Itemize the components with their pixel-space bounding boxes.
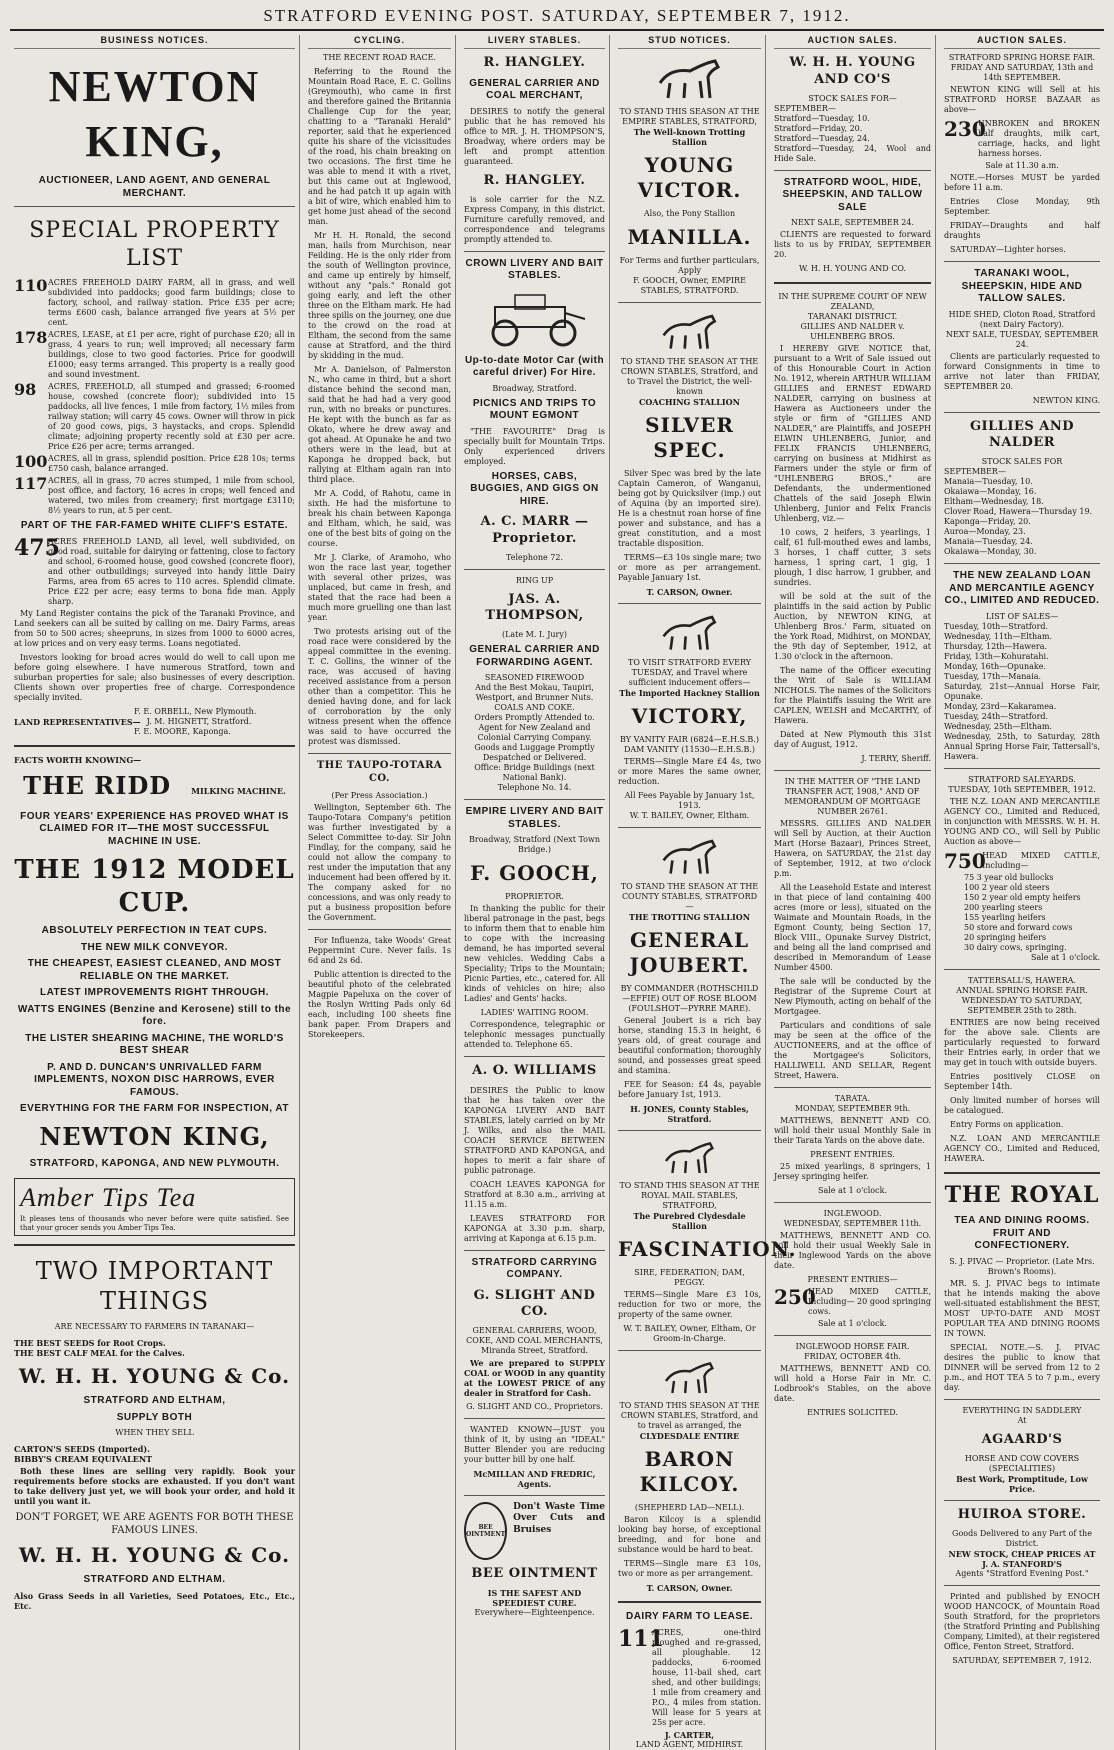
representatives: F. E. ORBELL, New Plymouth. — [134, 706, 257, 716]
listing: 98 ACRES, FREEHOLD, all stumped and grassed; 6-roomed house, cowshed (concrete floor); subdivided into 15 paddocks, all live fences, 1 mile from factory, 1½ miles from railway station; will carry 45 cows. Owner will throw in pick of 20 good cows, pigs, 3 haystacks, and crops. Splendid climate; adjoining property recently sold at £30 per acre. Price £26 per acre; terms arranged. — [14, 380, 295, 452]
column-business-notices: BUSINESS NOTICES. NEWTON KING, AUCTIONEER, LAND AGENT, AND GENERAL MERCHANT. SPECIAL PROPERTY LIST 110 ACRES FREEHOLD DAIRY FARM, all in grass, and well subdivided into paddocks; good farm buildings; close to factory, school, and railway station. Price £35 per acre; terms £600 cash, balance arranged five years at 5½ per cent. 178 ACRES, LEASE, at £1 per acre, right of purchase £20; all in grass, 4 years to run; well improved; all necessary farm buildings, close to two good factories. Price for goodwill £1000; easy terms arranged. This property is a really good and sound investment. 98 ACRES, FREEHOLD, all stumped and grassed; 6-roomed house, cowshed (concrete floor); subdivided into 15 paddocks, all live fences, 1 mile from factory, 1½ miles from railway station; will carry 45 cows. Owner will throw in pick of 20 good cows, pigs, 3 haystacks, and crops. Splendid climate; adjoining property recently sold at £30 per acre. Price £26 per acre; terms arranged. 100 ACRES, all in grass, splendid position. Price £28 10s; terms £750 cash, balance arranged. 117 ACRES, all in grass, 70 acres stumped, 1 mile from school, post office, and factory, 16 acres in crops; well fenced and watered, two miles from creamery; first mortgage £3110; 8½ years to run, at 5 per cent. PART OF THE FAR-FAMED WHITE CLIFF'S ESTATE. 475 ACRES FREEHOLD LAND, all level, well subdivided, on good road, suitable for dairying or fattening, close to factory and school, 6-roomed house, good cowshed (concrete floor), and other outbuildings; surveyed into handy little Dairy Farms, area from 65 acres to 110 acres. Splendid climate. Price £22 per acre; easy terms to bona fide man. Apply sharp. My Land Register contains the pick of the Taranaki Province, and Land seekers can all be suited by calling on me. Dairy Farms, areas from 50 to 500 acres; sheepruns, in sizes from 1000 to 6000 acres, at low prices and on very easy terms. Loans negotiated. Investors looking for broad acres would do well to call upon me before going elsewhere. I have numerous Stratford, town and suburban properties for sale; also businesses of every description. Clients shown over properties free of charge. Correspondence specially invited. F. E. ORBELL, New Plymouth. LAND REPRESENTATIVES— J. M. HIGNETT, Stratford. F. E. MOORE, Kaponga. FACTS WORTH KNOWING— THE RIDD MILKING MACHINE. FOUR YEARS' EXPERIENCE HAS PROVED WHAT IS CLAIMED FOR IT—THE MOST SUCCESSFUL MACHINE IN USE. THE 1912 MODEL CUP. ABSOLUTELY PERFECTION IN TEAT CUPS. THE NEW MILK CONVEYOR. THE CHEAPEST, EASIEST CLEANED, AND MOST RELIABLE ON THE MARKET. LATEST IMPROVEMENTS RIGHT THROUGH. WATTS ENGINES (Benzine and Kerosene) still to the fore. THE LISTER SHEARING MACHINE, THE WORLD'S BEST SHEAR P. AND D. DUNCAN'S UNRIVALLED FARM IMPLEMENTS, NOXON DISC HARROWS, EVER FAMOUS. EVERYTHING FOR THE FARM FOR INSPECTION, AT NEWTON KING, STRATFORD, KAPONGA, AND NEW PLYMOUTH. Amber Tips Tea It pleases tens of thousands who never before were quite satisfied. See that your grocer sends you Amber Tips Tea. TWO IMPORTANT THINGS ARE NECESSARY TO FARMERS IN TARANAKI— THE BEST SEEDS for Root Crops. THE BEST CALF MEAL for the Calves. W. H. H. YOUNG & Co. STRATFORD AND ELTHAM, SUPPLY BOTH WHEN THEY SELL CARTON'S SEEDS (Imported). BIBBY'S CREAM EQUIVALENT Both these lines are selling very rapidly. Book your requirements before stocks are exhausted. If you don't want to take delivery just yet, we will book your order, and hold it until you want it. DON'T FORGET, WE ARE AGENTS FOR BOTH THESE FAMOUS LINES. W. H. H. YOUNG & Co. STRATFORD AND ELTHAM. Also Grass Seeds in all Varieties, Seed Potatoes, Etc., Etc., Etc. — [10, 35, 300, 1750]
crown-stables-heading: CROWN LIVERY AND BAIT STABLES. — [465, 257, 604, 282]
article-paragraph: Mr A. Danielson, of Palmerston N., who came in third, but a short distance behind the second man, said that he had had a very good run, with no breaks or punctures. He kept with the bunch as far as Okato, where he drew away and got ahead. At Opunake he and two others were in the lead, but at Kaponga he dropped back, but rallying at Eltham again ran into third place. — [308, 365, 451, 485]
baron-kilcoy-title: BARON KILCOY. — [639, 1447, 740, 1497]
bee-ointment-title: BEE OINTMENT — [471, 1566, 598, 1581]
horse-icon — [650, 1357, 730, 1397]
four-years-text: FOUR YEARS' EXPERIENCE HAS PROVED WHAT IS CLAIMED FOR IT—THE MOST SUCCESSFUL MACHINE IN USE. — [20, 810, 289, 847]
white-cliffs-heading: PART OF THE FAR-FAMED WHITE CLIFF'S ESTATE. — [20, 520, 289, 532]
column-livery-stables: LIVERY STABLES. R. HANGLEY. GENERAL CARRIER AND COAL MERCHANT, DESIRES to notify the general public that he has removed his office to MR. J. H. THOMPSON'S, Broadway, where orders may be left and prompt attention guaranteed. R. HANGLEY. is sole carrier for the N.Z. Express Company, in this district. Furniture carefully removed, and correspondence and telegrams promptly attended to. CROWN LIVERY AND BAIT STABLES. Up-to-date Motor Car (with careful driver) For Hire. Broadway, Stratford. PICNICS AND TRIPS TO MOUNT EGMONT "THE FAVOURITE" Drag is specially built for Mountain Trips. Only experienced drivers employed. HORSES, CABS, BUGGIES, AND GIGS ON HIRE. A. C. MARR — Proprietor. Telephone 72. RING UP JAS. A. THOMPSON, (Late M. I. Jury) GENERAL CARRIER AND FORWARDING AGENT. SEASONED FIREWOOD And the Best Mokau, Taupiri, Westport, and Brunner Nuts. COALS AND COKE. Orders Promptly Attended to. Agent for New Zealand and Colonial Carrying Company. Goods and Luggage Promptly Despatched or Delivered. Office: Bridge Buildings (next National Bank). Telephone No. 14. EMPIRE LIVERY AND BAIT STABLES. Broadway, Stratford (Next Town Bridge.) F. GOOCH, PROPRIETOR. In thanking the public for their liberal patronage in the past, begs to inform them that to enable him to cope with the increasing demand, he has imported several new vehicles. Wedding Cabs a Speciality; Trips to the Mountain; Picnic Parties, etc., catered for. All kinds of vehicles on hire; also Ladies' and Gents' hacks. LADIES' WAITING ROOM. Correspondence, telegraphic or telephonic messages punctually attended to. Telephone 65. A. O. WILLIAMS DESIRES the Public to know that he has taken over the KAPONGA LIVERY AND BAIT STABLES, lately carried on by Mr J. Wilks, and also the MAIL COACH SERVICE BETWEEN STRATFORD AND KAPONGA, and hopes to merit a fair share of public patronage. COACH LEAVES KAPONGA for Stratford at 8.30 a.m., arriving at 11.15 a.m. LEAVES STRATFORD FOR KAPONGA at 3.30 p.m. sharp, arriving at Kaponga at 6.15 p.m. STRATFORD CARRYING COMPANY. G. SLIGHT AND CO. GENERAL CARRIERS, WOOD, COKE, AND COAL MERCHANTS, Miranda Street, Stratford. We are prepared to SUPPLY COAL or WOOD in any quantity at the LOWEST PRICE of any dealer in Stratford for Cash. G. SLIGHT AND CO., Proprietors. WANTED KNOWN—JUST you think of it, by using an "IDEAL" Butter Blender you are reducing your butter bill by one half. McMILLAN AND FREDRIC, Agents. BEE OINTMENT Don't Waste Time Over Cuts and Bruises BEE OINTMENT IS THE SAFEST AND SPEEDIEST CURE. Everywhere—Eighteenpence. — [460, 35, 610, 1750]
column-stud-notices: STUD NOTICES. TO STAND THIS SEASON AT THE EMPIRE STABLES, STRATFORD, The Well-known Trotting Stallion YOUNG VICTOR. Also, the Pony Stallion MANILLA. For Terms and further particulars, Apply F. GOOCH, Owner, EMPIRE STABLES, STRATFORD. TO STAND THE SEASON AT THE CROWN STABLES, Stratford, and to Travel the District, the well-known COACHING STALLION SILVER SPEC. Silver Spec was bred by the late Captain Cameron, of Wanganui, being got by Quicksilver (imp.) out of Aquina (by an imported sire). He is a chestnut roan horse of fine power and substance, and has a great constitution, and a most tractable disposition. TERMS—£3 10s single mare; two or more as per arrangement. Payable January 1st. T. CARSON, Owner. TO VISIT STRATFORD EVERY TUESDAY, and Travel where sufficient inducement offers— The Imported Hackney Stallion VICTORY, BY VANITY FAIR (6824—E.H.S.B.) DAM VANITY (11530—E.H.S.B.) TERMS—Single Mare £4 4s, two or more Mares the same owner, reduction. All Fees Payable by January 1st, 1913. W. T. BAILEY, Owner, Eltham. TO STAND THE SEASON AT THE COUNTY STABLES, STRATFORD— THE TROTTING STALLION GENERAL JOUBERT. BY COMMANDER (ROTHSCHILD—EFFIE) OUT OF ROSE BLOOM (FOULSHOT—PYRRE MARE). General Joubert is a rich bay horse, standing 15.3 in height, 6 years old, of great courage and beautiful conformation; thoroughly sound, and possesses great speed and stamina. FEE for Season: £4 4s, payable before January 1st, 1913. H. JONES, County Stables, Stratford. TO STAND THIS SEASON AT THE ROYAL MAIL STABLES, STRATFORD, The Purebred Clydesdale Stallion FASCINATION. SIRE, FEDERATION; DAM, PEGGY. TERMS—Single Mare £3 10s, reduction for two or more, the property of the same owner. W. T. BAILEY, Owner, Eltham, Or Groom-in-Charge. TO STAND THIS SEASON AT THE CROWN STABLES, Stratford, and to travel as arranged, the CLYDESDALE ENTIRE BARON KILCOY. (SHEPHERD LAD—NELL). Baron Kilcoy is a splendid looking bay horse, of exceptional breeding, and for bone and substance would be hard to beat. TERMS—Single mare £3 10s, two or more as per arrangement. T. CARSON, Owner. DAIRY FARM TO LEASE. 111 ACRES, one-third ploughed and re-grassed, all ploughable. 12 paddocks, 6-roomed house, 11-bail shed, cart shed, and other buildings; 1 mile from creamery and P.O., 4 miles from station. Will lease for 5 years at 25s per acre. J. CARTER, LAND AGENT, MIDHIRST. — [614, 35, 766, 1750]
manilla-title: MANILLA. — [627, 225, 752, 250]
horse-icon — [650, 1137, 730, 1177]
horse-icon — [650, 309, 730, 353]
victory-title: VICTORY, — [631, 704, 748, 729]
article-paragraph: Mr H. H. Ronald, the second man, hails from Murchison, near Feilding. He is the only rider from the south of Wellington province, and came up entirely by himself, without any "pals." Ronald got going early, and left the other three on the Eltham mark. He had three spills on the journey, one due to the crowd on the road at Eltham, the second from the same cause at Stratford, and the third by skidding in the mud. — [308, 231, 451, 361]
column-auction-sales-1: AUCTION SALES. W. H. H. YOUNG AND CO'S STOCK SALES FOR— SEPTEMBER— Stratford—Tuesday, 10. Stratford—Friday, 20. Stratford—Tuesday, 24. Stratford—Tuesday, 24, Wool and Hide Sale. STRATFORD WOOL, HIDE, SHEEPSKIN, AND TALLOW SALE NEXT SALE, SEPTEMBER 24. CLIENTS are requested to forward lists to us by FRIDAY, SEPTEMBER 20. W. H. H. YOUNG AND CO. IN THE SUPREME COURT OF NEW ZEALAND, TARANAKI DISTRICT. GILLIES AND NALDER v. UHLENBERG BROS. I HEREBY GIVE NOTICE that, pursuant to a Writ of Sale issued out of this Honourable Court in Action No. 1912, wherein ARTHUR WILLIAM GILLIES and ERNEST EDWARD NALDER, carrying on business at Hawera as Auctioneers under the style or firm of "GILLIES AND NALDER," are Plaintiffs, and JOSEPH ELWIN UHLENBERG, Junior, and FELIX FRANCIS UHLENBERG, carrying on business at Midhirst as Farmers under the style or firm of "UHLENBERG BROS.," are Defendants, the undermentioned Chattels of the said Joseph Elwin Uhlenberg, Junior and Felix Francis Uhlenberg, viz.— 10 cows, 2 heifers, 3 yearlings, 1 calf, 61 full-mouthed ewes and lambs, 3 horses, 1 chaff cutter, 3 sets harness, 1 spring cart, 1 gig, 1 plough, 1 disc harrow, 1 grubber, and sundries. will be sold at the suit of the plaintiffs in the said action by Public Auction, by NEWTON KING, at Uhlenberg Bros.' Farm, situated on the York Road, Midhirst, on MONDAY, the 9th day of September, 1912, at 1.30 o'clock in the afternoon. The name of the Officer executing the Writ of Sale is WILLIAM NICHOLS. The names of the Solicitors for the Plaintiffs issuing the Writ are CAPLEN, WELSH and McCARTHY, of Hawera. Dated at New Plymouth this 31st day of August, 1912. J. TERRY, Sheriff. IN THE MATTER OF "THE LAND TRANSFER ACT, 1908," AND OF MEMORANDUM OF MORTGAGE NUMBER 26761. MESSRS. GILLIES AND NALDER will Sell by Auction, at their Auction Mart (Horse Bazaar), Princes Street, Hawera, on SATURDAY, the 21st day of September, 1912, at two o'clock p.m. All the Leasehold Estate and interest in that piece of land containing 400 acres (more or less), situated on the Waimate and Mountain Roads, in the Egmont County, being Section 17, Block VIII., Opunake Survey District, and being all the land comprised and described in Memorandum of Lease Number 4500. The sale will be conducted by the Registrar of the Supreme Court at New Plymouth, acting on behalf of the Mortgagee. Particulars and conditions of sale may be seen at the office of the AUCTIONEERS, and at the office of the Mortgagee's Solicitors, HALLIWELL AND SELLAR, Regent Street, Hawera. TARATA. MONDAY, SEPTEMBER 9th. MATTHEWS, BENNETT AND CO. will hold their usual Monthly Sale in their Tarata Yards on the above date. PRESENT ENTRIES. 25 mixed yearlings, 8 springers, 1 Jersey springing heifer. Sale at 1 o'clock. INGLEWOOD. WEDNESDAY, SEPTEMBER 11th. MATTHEWS, BENNETT AND CO. will hold their usual Weekly Sale in their Inglewood Yards on the above date. PRESENT ENTRIES— 250 HEAD MIXED CATTLE, Including— 20 good springing cows. Sale at 1 o'clock. INGLEWOOD HORSE FAIR. FRIDAY, OCTOBER 4th. MATTHEWS, BENNETT AND CO. will hold a Horse Fair in Mr. C. Lodbrook's Stables, on the above date. ENTRIES SOLICITED. — [770, 35, 936, 1750]
two-things-title: TWO IMPORTANT THINGS — [35, 1257, 274, 1316]
young-co-footer: W. H. H. YOUNG & Co. — [18, 1543, 291, 1568]
newton-king-title: NEWTON KING, — [48, 62, 261, 167]
listing: 100 ACRES, all in grass, splendid position. Price £28 10s; terms £750 cash, balance arranged. — [14, 452, 295, 474]
newton-king-footer: NEWTON KING, — [39, 1121, 270, 1151]
general-joubert-title: GENERAL JOUBERT. — [629, 928, 750, 978]
listing: 178 ACRES, LEASE, at £1 per acre, right of purchase £20; all in grass, 4 years to run; well improved; all necessary farm buildings, close to two good factories. Price for goodwill £1000; easy terms arranged. This property is a really good and sound investment. — [14, 328, 295, 380]
bee-ointment-logo: BEE OINTMENT — [464, 1502, 507, 1560]
young-co-title: W. H. H. YOUNG & Co. — [18, 1364, 291, 1389]
model-cup-title: THE 1912 MODEL CUP. — [14, 855, 295, 918]
horse-icon — [650, 53, 730, 103]
taupo-heading: THE TAUPO-TOTARA CO. — [316, 760, 443, 784]
reps-label: LAND REPRESENTATIVES— — [14, 716, 141, 727]
masthead: STRATFORD EVENING POST. SATURDAY, SEPTEMBER 7, 1912. — [10, 6, 1104, 31]
column-cycling: CYCLING. THE RECENT ROAD RACE. Referring to the Round the Mountain Road Race, E. C. Gollins (Greymouth), who came in first and therefore gained the Britannia Challenge Cup for the year, chatting to a "Taranaki Herald" reporter, said that he experienced quite his share of the vicissitudes of the road, his chain breaking on two occasions. The first time he was able to mend it with a rivet, but this came out at Inglewood, and he had patch it up again with a bit of wire, which enabled him to get home just ahead of the second man. Mr H. H. Ronald, the second man, hails from Murchison, near Feilding. He is the only rider from the south of Wellington province, and came up entirely by himself, without any "pals." Ronald got going early, and left the other three on the Eltham mark. He had three spills on the journey, one due to the crowd on the road at Eltham, the second from the same cause at Stratford, and the third by skidding in the mud. Mr A. Danielson, of Palmerston N., who came in third, but a short distance behind the second man, said that he had had a very good run, with no breaks or punctures. He kept with the bunch as far as Okato, where he drew away and got ahead. At Opunake he and two others were in the lead, but at Kaponga he dropped back, but rallying at Eltham again ran into third place. Mr A. Codd, of Rahotu, came in sixth. He had the misfortune to break his chain between Kaponga and Eltham, which, he said, was one of the best bits of going on the course. Mr J. Clarke, of Aramoho, who won the race last year, together with several other prizes, was unplaced, but came in fresh, and stated that the race had been a much more gruelling one than last year. Two protests arising out of the road race were considered by the appeal committee in the evening. T. C. Gollins, the winner of the race, was accused of having received assistance from a person other than a competitor. This he denied having done, and for lack of corroboration by the only witness present when the offence was said to have occurred the protest was dismissed. THE TAUPO-TOTARA CO. (Per Press Association.) Wellington, September 6th. The Taupo-Totara Company's petition was further investigated by a Select Committee to-day. Sir John Findlay, for the company, said he could not allow the company to rest under the imputation that any inducement had been offered by it. The company asked for no concessions, and was only ready to put a business proposition before the Government. For Influenza, take Woods' Great Peppermint Cure. Never fails. 1s 6d and 2s 6d. Public attention is directed to the beautiful photo of the celebrated Magpie Papeluxa on the cover of the Roslyn Writing Pads only 6d each, including 100 sheets fine bank paper. From Drapers and Storekeepers. — [304, 35, 456, 1750]
horse-icon — [650, 610, 730, 654]
column-header: BUSINESS NOTICES. — [14, 35, 295, 49]
article-paragraph: Mr J. Clarke, of Aramoho, who won the race last year, together with several other prizes, was unplaced, but came in fresh, and stated that the race had been a much more gruelling one than last year. — [308, 553, 451, 623]
horse-icon — [650, 834, 730, 878]
listing: 475 ACRES FREEHOLD LAND, all level, well subdivided, on good road, suitable for dairying or fattening, close to factory and school, 6-roomed house, good cowshed (concrete floor), and other outbuildings; surveyed into handy little Dairy Farms, area from 65 acres to 110 acres. Splendid climate. Price £22 per acre; easy terms to bona fide man. Apply sharp. — [14, 534, 295, 606]
amber-tips-tea-title: Amber Tips Tea — [20, 1183, 197, 1213]
gooch-name: F. GOOCH, — [470, 861, 599, 886]
listing: 110 ACRES FREEHOLD DAIRY FARM, all in grass, and well subdivided into paddocks; good farm buildings; close to factory, school, and railway station. Price £35 per acre; terms £600 cash, balance arranged five years at 5½ per cent. — [14, 276, 295, 328]
article-paragraph: Two protests arising out of the road race were considered by the appeal committee in the evening. T. C. Gollins, the winner of the race, was accused of having received assistance from a person other than a competitor. This he denied having done, and for lack of corroboration by the only witness present when the offence was said to have occurred the protest was dismissed. — [308, 627, 451, 747]
amber-tips-tea-ad: Amber Tips Tea It pleases tens of thousands who never before were quite satisfied. See that your grocer sends you Amber Tips Tea. — [14, 1178, 295, 1236]
the-royal-title: THE ROYAL — [944, 1181, 1100, 1208]
article-paragraph: Referring to the Round the Mountain Road Race, E. C. Gollins (Greymouth), who came in first and therefore gained the Britannia Challenge Cup for the year, chatting to a "Taranaki Herald" reporter, said that he experienced quite his share of the vicissitudes of the road, his chain breaking on two occasions. The first time he was able to mend it with a rivet, but this came out at Inglewood, and he had patch it up again with a bit of wire, which enabled him to get home just ahead of the second man. — [308, 67, 451, 227]
listing: 117 ACRES, all in grass, 70 acres stumped, 1 mile from school, post office, and factory, 16 acres in crops; well fenced and watered, two miles from creamery; first mortgage £3110; 8½ years to run, at 5 per cent. — [14, 474, 295, 516]
column-auction-sales-2: AUCTION SALES. STRATFORD SPRING HORSE FAIR. FRIDAY AND SATURDAY, 13th and 14th SEPTEMBER. NEWTON KING will Sell at his STRATFORD HORSE BAZAAR as above— 230 UNBROKEN and BROKEN half draughts, milk cart, carriage, hacks, and light harness horses. Sale at 11.30 a.m. NOTE.—Horses MUST be yarded before 11 a.m. Entries Close Monday, 9th September. FRIDAY—Draughts and half draughts SATURDAY—Lighter horses. TARANAKI WOOL, SHEEPSKIN, HIDE AND TALLOW SALES. HIDE SHED, Cloton Road, Stratford (next Dairy Factory). NEXT SALE, TUESDAY, SEPTEMBER 24. Clients are particularly requested to forward Consignments in time to arrive not later than FRIDAY, SEPTEMBER 20. NEWTON KING. GILLIES AND NALDER STOCK SALES FOR SEPTEMBER— Manaia—Tuesday, 10. Okaiawa—Monday, 16. Eltham—Wednesday, 18. Clover Road, Hawera—Thursday 19. Kaponga—Friday, 20. Auroa—Monday, 23. Manaia—Tuesday, 24. Okaiawa—Monday, 30. THE NEW ZEALAND LOAN AND MERCANTILE AGENCY CO., LIMITED AND REDUCED. LIST OF SALES— Tuesday, 10th—Stratford. Wednesday, 11th—Eltham. Thursday, 12th—Hawera. Friday, 13th—Kohuratahi. Monday, 16th—Opunake. Tuesday, 17th—Manaia. Saturday, 21st—Annual Horse Fair, Opunake. Monday, 23rd—Kakaramea. Tuesday, 24th—Stratford. Wednesday, 25th—Eltham. Wednesday, 25th, to Saturday, 28th Annual Spring Horse Fair, Tattersall's, Hawera. STRATFORD SALEYARDS. TUESDAY, 10th SEPTEMBER, 1912. THE N.Z. LOAN AND MERCANTILE AGENCY CO., Limited and Reduced, in conjunction with MESSRS. W. H. H. YOUNG AND CO., will Sell by Public Auction as above— 750 HEAD MIXED CATTLE, Including— 75 3 year old bullocks 100 2 year old steers 150 2 year old empty heifers 200 yearling steers 155 yearling heifers 50 store and forward cows 20 springing heifers 30 dairy cows, springing. Sale at 1 o'clock. TATTERSALL'S, HAWERA. ANNUAL SPRING HORSE FAIR. WEDNESDAY TO SATURDAY, SEPTEMBER 25th to 28th. ENTRIES are now being received for the above sale. Clients are particularly requested to forward their Entries early, in order that we may get in touch with outside buyers. Entries positively CLOSE on September 14th. Only limited number of horses will be catalogued. Entry Forms on application. N.Z. LOAN AND MERCANTILE AGENCY CO., Limited and Reduced, HAWERA. THE ROYAL TEA AND DINING ROOMS. FRUIT AND CONFECTIONERY. S. J. PIVAC — Proprietor. (Late Mrs. Brown's Rooms). MR. S. J. PIVAC begs to intimate that he intends making the above well-situated establishment the BEST, MOST UP-TO-DATE AND MOST POPULAR TEA AND DINING ROOMS IN TOWN. SPECIAL NOTE.—S. J. PIVAC desires the public to know that DINNER will be served from 12 to 2 p.m., and HOT TEA 5 to 7 p.m., every day. EVERYTHING IN SADDLERY At AGAARD'S HORSE AND COW COVERS (SPECIALITIES) Best Work, Promptitude, Low Price. HUIROA STORE. Goods Delivered to any Part of the District. NEW STOCK, CHEAP PRICES AT J. A. STANFORD'S Agents "Stratford Evening Post." Printed and published by ENOCH WOOD HANCOCK, of Mountain Road South Stratford, for the proprietors (the Stratford Printing and Publishing Company, Limited), at their registered Office, Fenton Street, Stratford. SATURDAY, SEPTEMBER 7, 1912. — [944, 35, 1100, 1666]
fascination-title: FASCINATION. — [618, 1237, 797, 1262]
investors-text: Investors looking for broad acres would do well to call upon me before going elsewhere. I have numerous Stratford, town and suburban properties for sale; also businesses of every description. Clients shown over properties free of charge. Correspondence specially invited. — [14, 652, 295, 702]
young-victor-title: YOUNG VICTOR. — [637, 153, 742, 203]
special-property-list-title: SPECIAL PROPERTY LIST — [29, 218, 280, 271]
ridd-title: THE RIDD — [23, 770, 172, 800]
land-register-text: My Land Register contains the pick of the Taranaki Province, and Land seekers can all be suited by calling on me. Dairy Farms, areas from 50 to 500 acres; sheepruns, in sizes from 1000 to 6000 acres, at low prices and on very easy terms. Loans negotiated. — [14, 608, 295, 648]
silver-spec-title: SILVER SPEC. — [645, 413, 734, 463]
article-paragraph: Mr A. Codd, of Rahotu, came in sixth. He had the misfortune to break his chain between Kaponga and Eltham, which, he said, was one of the best bits of going on the course. — [308, 489, 451, 549]
motor-car-icon — [475, 289, 595, 349]
newton-king-subtitle: AUCTIONEER, LAND AGENT, AND GENERAL MERCHANT. — [38, 175, 271, 199]
facts-heading: FACTS WORTH KNOWING— — [14, 754, 142, 765]
